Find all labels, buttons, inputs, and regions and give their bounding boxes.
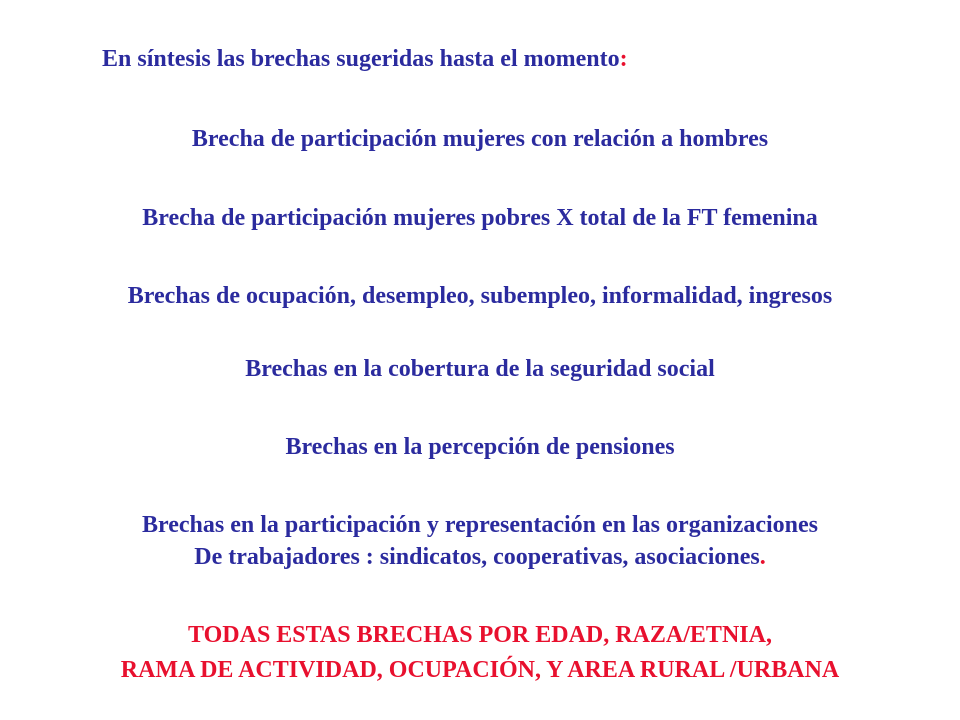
gap-item-5: Brechas en la percepción de pensiones: [285, 434, 675, 460]
footer-line-1: TODAS ESTAS BRECHAS POR EDAD, RAZA/ETNIA,: [188, 622, 772, 648]
gap-item-6: Brechas en la participación y representación en las organizaciones: [142, 512, 818, 538]
gap-item-6-continuation-period: .: [759, 544, 766, 570]
footer-line-2: RAMA DE ACTIVIDAD, OCUPACIÓN, Y AREA RURAL /URBANA: [120, 657, 840, 683]
gap-item-4: Brechas en la cobertura de la seguridad social: [245, 356, 715, 382]
slide-title-colon: :: [619, 46, 628, 72]
gap-item-6-continuation-text: De trabajadores : sindicatos, cooperativas, asociaciones: [194, 544, 760, 570]
gap-item-2: Brecha de participación mujeres pobres X total de la FT femenina: [142, 205, 818, 231]
slide-title-text: En síntesis las brechas sugeridas hasta el momento: [102, 46, 620, 72]
gap-item-3: Brechas de ocupación, desempleo, subempleo, informalidad, ingresos: [127, 283, 833, 309]
gap-item-1: Brecha de participación mujeres con relación a hombres: [191, 126, 769, 152]
slide-title: [102, 44, 628, 74]
gap-item-6-continuation: [0, 542, 960, 572]
